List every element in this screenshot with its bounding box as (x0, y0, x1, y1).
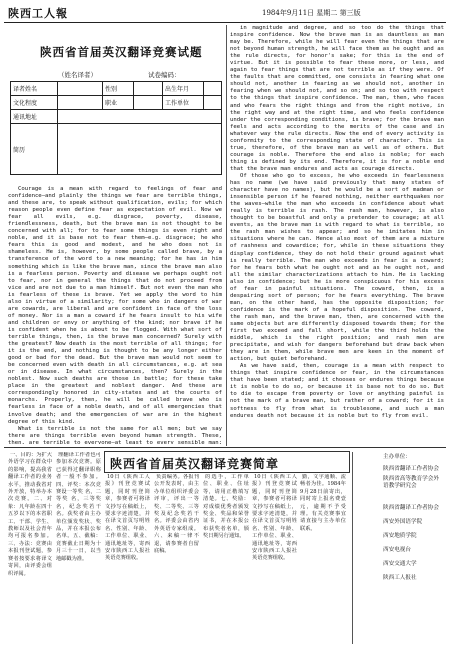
organizer-item: 陕西省高等教育学会外语教学研究会 (383, 476, 439, 489)
organizer-item: 陕西省翻译工作者协会 (383, 466, 439, 472)
english-passage-right (230, 25, 444, 444)
notice-col-3: 10日《陕西工人报》刊登竞赛试题，同时刊登简章，参赛者可将译文抄写在稿纸上，要求字迹清楚，并在译文首页写明姓名、性别、年龄、工作单位、职业、通讯地址等，寄西安市陕西工人报社英语竞赛组收。 (105, 474, 150, 562)
column-divider (352, 452, 353, 644)
notice-col-2: 理翻译工作者也可参加本次竞赛。原已获得过翻译职称者一般不参加。四、评奖：本次竞赛设一等奖 名，二等奖 名，三等奖 名，纪念奖若干名。获奖者由主办单位颁发奖状、奖品，并在本报公布名单。五、截稿：竞赛截止日期为十月三十一日，以当地邮戳为准。 (56, 452, 101, 562)
passage-paragraph: Courage is a mean with regard to feelings of fear and confidence—and plainly the things we fear are terrible things, and these are, to speak without qualification, evils; for which reason people even define fear as expectation of evil. Now we fear all evils, e.g. disgrace, poverty, disease, friendlessness, death, but the brave man is not thought to be concerned with all; for to fear some things is even right and noble, and it is base not to fear them—e.g. disgrace; he who fears this is good and modest, and he who does not is shameless. He is, however, by some people called brave, by a transference of the word to a new meaning; for he has in him something which is like the brave man, since the brave man also is a fearless person. Poverty and disease we perhaps ought not to fear, nor in general the things that do not proceed from vice and are not due to a man himself. But not even the man who is fearless of these is brave. Yet we apply the word to him also in virtue of a similarity; for some who in dangers of war are cowards, are liberal and are confident in face of the loss of money. Nor is a man a coward if he fears insult to his wife and children or envy or anything of the kind; nor brave if he is confident when he is about to be flogged. With what sort of terrible things, then, is the brave man concerned? Surely with the greatest? Now death is the most terrible of all things; for it is the end, and nothing is thought to be any longer either good or bad for the dead. But the brave man would not seem to be concerned even with death in all circumstances, e.g. at sea or in disease. In what circumstances, then? Surely in the noblest. Now such deaths are those in battle; for these take place in the greatest and noblest danger. And these are correspondingly honored in city-states and at the courts of monarchs. Properly, then, he will be called brave who is fearless in face of a noble death, and of all emergencies that involve death; and the emergencies of war are in the highest degree of this kind. (8, 186, 222, 425)
organizer-item: 西安电视台 (383, 547, 411, 553)
notice-col-5: 的选手，工作单位、职业、住址等，请用正楷填写清楚。七、奖励：对成绩优秀者颁发奖金、奖品和荣誉证书，并在本报公布获奖者名单，颁奖日期另行通知。 (203, 474, 249, 540)
form-gender-field[interactable] (134, 82, 163, 96)
passage-paragraph: Of those who go to excess, he who exceeds in fearlessness has no name (we have said previously that many states of character have no names), but he would be a sort of madman or insensible person if he feared nothing, neither earthquakes nor the waves—while the man who exceeds in confidence about what really is terrible is rash. The rash man, however, is also thought to be boastful and only a pretender to courage; at all events, as the brave man is with regard to what is terrible, so the rash man wishes to appear; and so he imitates him in situations where he can. Hence also most of them are a mixture of rashness and cowardice; for, while in these situations they display confidence, they do not hold their ground against what is really terrible. The man who exceeds in fear is a coward; for he fears both what he ought not and as he ought not, and all the similar characterizations attach to him. He is lacking also in confidence; but he is more conspicuous for his excess of fear in painful situations. The coward, then, is a despairing sort of person; for he fears everything. The brave man, on the other hand, has the opposite disposition; for confidence is the mark of a hopeful disposition. The coward, the rash man, and the brave man, then, are concerned with the same objects but are differently disposed towards them; for the first two exceed and fall short, while the third holds the middle, which is the right position; and rash men are precipitate, and wish for dangers beforehand but draw back when they are in them, while brave men are keen in the moment of action, but quiet beforehand. (230, 172, 444, 363)
column-divider (226, 25, 227, 446)
notice-title: 陕西省首届英汉翻译竞赛简章 (110, 457, 280, 471)
section-divider (4, 447, 446, 448)
form-birth-label: 出生年月 (163, 82, 204, 96)
notice-col-4: 负责编务。各报刊公开发表时，由主办单位组织评委会评审，评出一等奖、二等奖、三等奖及纪念奖若干名。评委会由省内外英语专家组成。六、来稿一律不退，请参赛者自留底稿。 (154, 474, 199, 555)
passage-paragraph: in magnitude and degree, and so too do the things that inspire confidence. Now the brave man is as dauntless as man may be. Therefore, while he will fear even the things that are not beyond human strength, he will face them as he ought and as the rule directs, for honor's sake; for this is the end of virtue. But it is possible to fear these more, or less, and again to fear things that are not terrible as if they were. Of the faults that are committed, one consists in fearing what one should not, another in fearing as we should not, another in fearing when we should not, and so on; and so too with respect to the things that inspire confidence. The man, then, who faces and who fears the right things and from the right motive, in the right way and at the right time, and who feels confidence under the corresponding conditions, is brave; for the brave man feels and acts according to the merits of the case and in whatever way the rule directs. Now the end of every activity is conformity to the corresponding state of character. This is true, therefore, of the brave man as well as of others. But courage is noble. Therefore the end also is noble; for each thing is defined by its end. Therefore, it is for a noble end that the brave man endures and acts as courage directs. (230, 25, 444, 172)
passage-paragraph: As we have said, then, courage is a mean with respect to things that inspire confidence or fear, in the circumstances that have been stated; and it chooses or endures things because it is noble to do so, or because it is base not to do so. But to die to escape from poverty or love or anything painful is not the mark of a brave man, but rather of a coward; for it is softness to fly from what is troublesome, and such a man endures death not because it is noble but to fly from evil. (230, 363, 444, 419)
notice-col-6: 勤，文字通顺、流畅者为佳。1984年9月28日前寄出，同时寄上报名费壹元，逾期不予受理。有关竞赛事宜请直接与主办单位联系。 (300, 474, 346, 532)
form-resume-field[interactable] (58, 124, 222, 175)
form-birth-field[interactable] (204, 82, 222, 96)
form-address-label: 通讯地址 (11, 110, 58, 124)
organizer-label: 主办单位： (383, 454, 411, 460)
entry-form (10, 81, 222, 175)
form-education-field[interactable] (58, 96, 103, 110)
organizer-item: 西安交通大学 (383, 561, 417, 567)
form-education-label: 文化程度 (11, 96, 58, 110)
form-job-field[interactable] (134, 96, 163, 110)
form-unit-field[interactable] (204, 96, 222, 110)
form-name-field[interactable] (58, 82, 103, 96)
english-passage-left (8, 186, 222, 444)
issue-date: 1984年9月11日 星期二 第三版 (262, 9, 361, 17)
notice-col-extra: 10日《陕西工人报》刊登竞赛试题，同时刊登简章，参赛者可将译文抄写在稿纸上，要求字迹清楚，并在译文首页写明姓名、性别、年龄、工作单位、职业、通讯地址等，寄西安市陕西工人报社英语竞赛组收。 (252, 474, 297, 562)
contest-subtitle-name: （姓名译者） (58, 71, 97, 79)
newspaper-logo: 陕西工人報 (8, 7, 68, 20)
contest-title: 陕西省首届英汉翻译竞赛试题 (40, 45, 203, 59)
masthead (4, 2, 446, 23)
form-job-label: 职业 (103, 96, 134, 110)
form-gender-label: 性别 (103, 82, 134, 96)
form-address-field[interactable] (58, 110, 222, 124)
notice-col-1: 一、目的：为扩大外语学习在群众中的影响，提高我省翻译工作者的业务水平，推动我省对外开放，特举办本次竞赛。二、对象：凡年龄在四十五岁以下的本省职工、干部、学生、教师以及社会青年均可报名参加。三、办法：竞赛由本报刊登试题，参赛者按要求将译文寄回，由评委会组织评阅。 (8, 452, 52, 577)
contest-paper-code: 试卷编码： (148, 71, 181, 79)
organizer-item: 陕西工人报社 (383, 575, 417, 581)
organizer-item: 西安地质学院 (383, 533, 417, 539)
organizer-item: 西安外国语学院 (383, 519, 423, 525)
form-unit-label: 工作单位 (163, 96, 204, 110)
passage-paragraph: What is terrible is not the same for all men; but we say there are things terrible even beyond human strength. These, then, are terrible to everyone—at least to every sensible man; (8, 425, 222, 444)
organizer-item: 陕西省翻译工作者协会 (383, 505, 439, 511)
form-resume-label: 简历 (11, 124, 58, 175)
form-name-label: 译者姓名 (11, 82, 58, 96)
